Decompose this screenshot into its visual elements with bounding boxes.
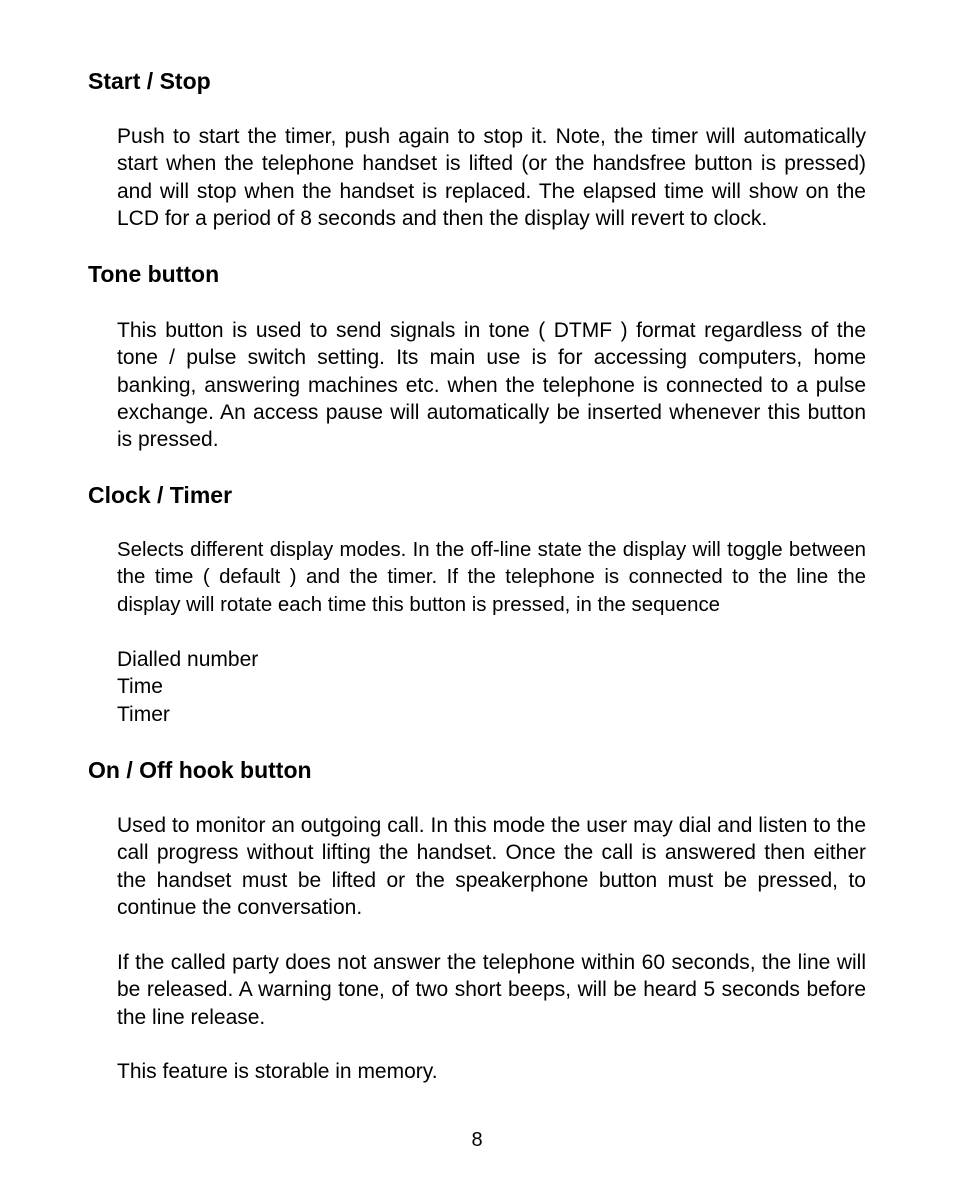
paragraph-start-stop: Push to start the timer, push again to stop it. Note, the timer will automatically start when the telephone handset is lifted (or the handsfree button is pressed) and will stop when the handset is replaced. The elapsed time will show on the LCD for a period of 8 seconds and then the display will revert to clock. bbox=[117, 125, 866, 230]
paragraph-tone-button: This button is used to send signals in tone ( DTMF ) format regardless of the tone / pulse switch setting. Its main use is for accessing computers, home banking, answering machines etc. when the telephone is connected to a pulse exchange. An access pause will automatically be inserted whenever this button is pressed. bbox=[117, 319, 866, 452]
paragraph-clock-timer: Selects different display modes. In the off-line state the display will toggle between the time ( default ) and the timer. If the telephone is connected to the line the display will rotate each time this button is pressed, in the sequence bbox=[117, 539, 866, 616]
sequence-item-timer: Timer bbox=[117, 703, 170, 726]
paragraph-on-off-hook-3: This feature is storable in memory. bbox=[117, 1060, 438, 1083]
heading-clock-timer: Clock / Timer bbox=[88, 482, 233, 508]
heading-start-stop: Start / Stop bbox=[88, 68, 211, 94]
sequence-item-dialled-number: Dialled number bbox=[117, 648, 259, 671]
page-number: 8 bbox=[471, 1129, 483, 1151]
heading-tone-button: Tone button bbox=[88, 261, 220, 287]
paragraph-on-off-hook-1: Used to monitor an outgoing call. In this mode the user may dial and listen to the call progress without lifting the handset. Once the call is answered then either the handset must be lifted or the speakerphone button must be pressed, to continue the conversation. bbox=[117, 814, 866, 919]
paragraph-on-off-hook-2: If the called party does not answer the telephone within 60 seconds, the line will be released. A warning tone, of two short beeps, will be heard 5 seconds before the line release. bbox=[117, 951, 866, 1029]
sequence-item-time: Time bbox=[117, 675, 163, 698]
heading-on-off-hook-button: On / Off hook button bbox=[88, 757, 312, 783]
